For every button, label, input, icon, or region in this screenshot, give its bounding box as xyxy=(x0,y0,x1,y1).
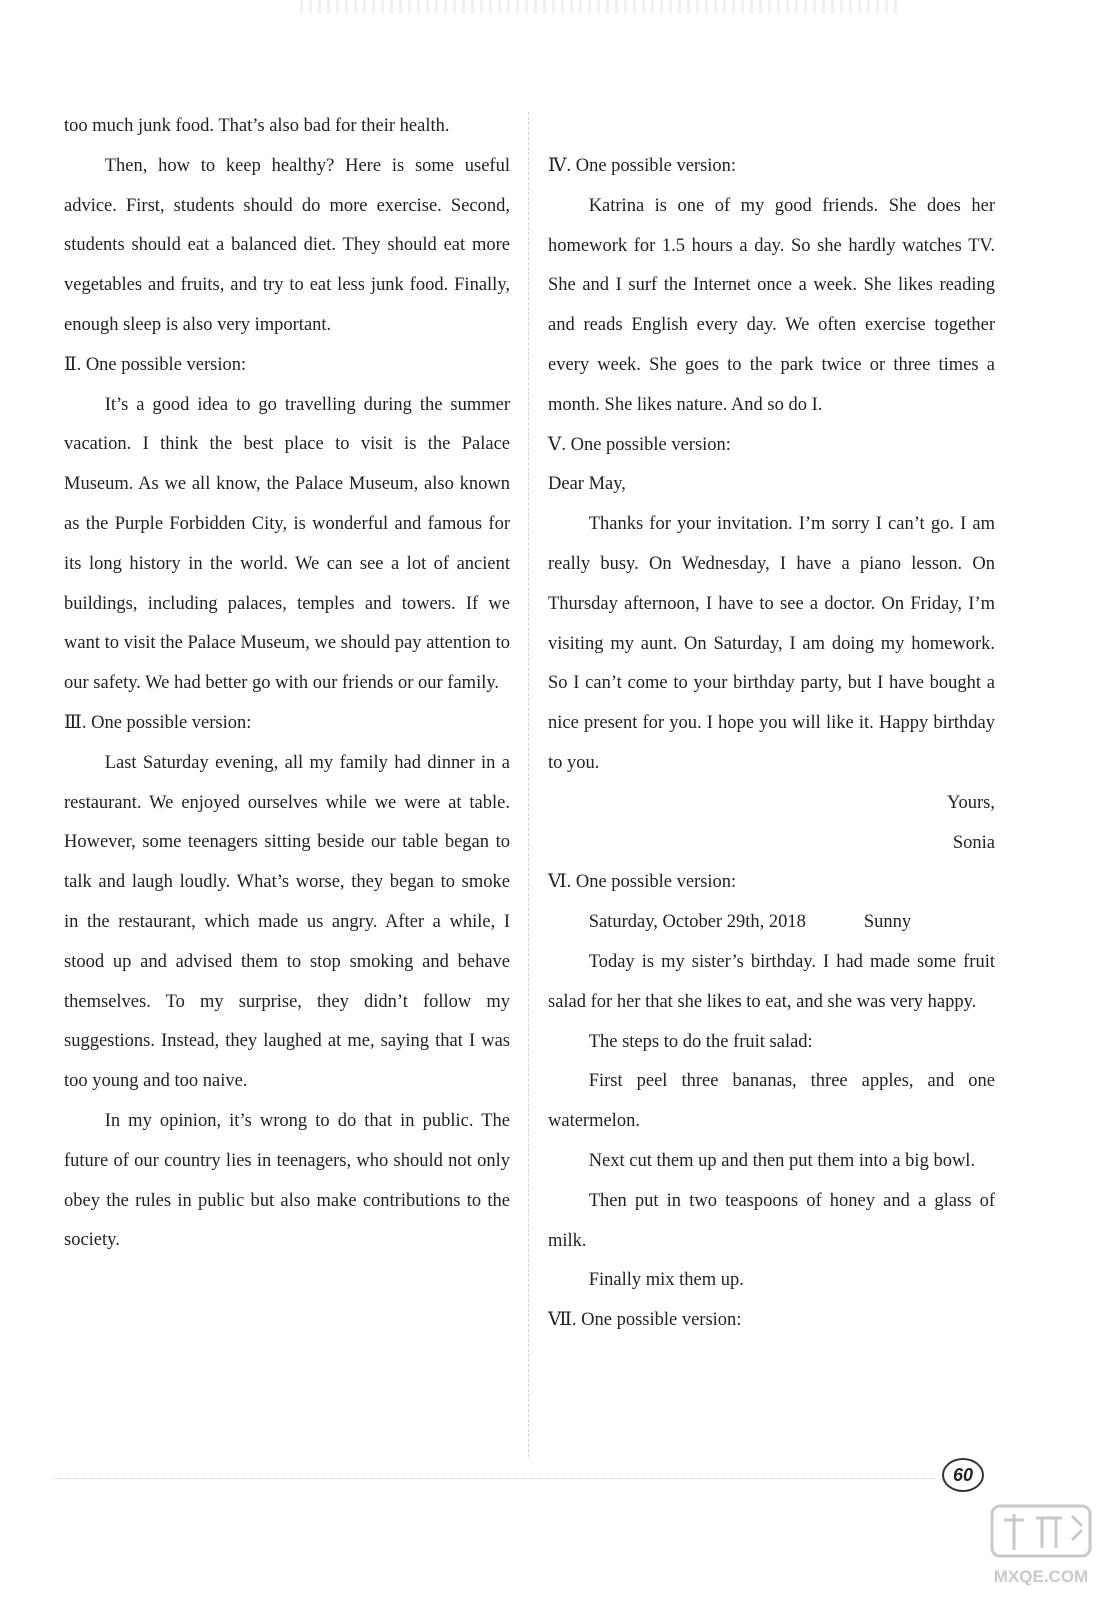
letter-signature: Sonia xyxy=(952,832,995,853)
scan-noise xyxy=(300,0,900,14)
paragraph-letter-body: Thanks for your invitation. I’m sorry I can’t go. I am really busy. On Wednesday, I have a piano lesson. On Thursday afternoon, I have to see a doctor. On Friday, I’m visiting my aunt. On Saturday, I am doing my homework. So I can’t come to your birthday party, but I have bought a nice present for you. I hope you will like it. Happy birthday to you. xyxy=(548,514,995,773)
paragraph-step-finally: Finally mix them up. xyxy=(588,1270,744,1291)
section-5-heading: Ⅴ. One possible version: xyxy=(548,434,731,455)
paragraph-opinion: In my opinion, it’s wrong to do that in public. The future of our country lies in teenagers, who should not only obey the rules in public but also make contributions to the society. xyxy=(64,1110,510,1251)
diary-weather: Sunny xyxy=(863,912,912,933)
right-column xyxy=(548,147,995,1341)
section-7-heading: Ⅶ. One possible version: xyxy=(548,1310,742,1331)
column-divider xyxy=(528,112,529,1457)
paragraph-step-first: First peel three bananas, three apples, and one watermelon. xyxy=(548,1071,995,1132)
diary-date: Saturday, October 29th, 2018 xyxy=(588,912,806,933)
section-4-heading: Ⅳ. One possible version: xyxy=(548,156,737,176)
paragraph-katrina: Katrina is one of my good friends. She does her homework for 1.5 hours a day. So she hardly watches TV. She and I surf the Internet once a week. She likes reading and reads English every day. We often exercise together every week. She goes to the park twice or three times a month. She likes nature. And so do I. xyxy=(548,195,995,415)
paragraph-keep-healthy-advice: Then, how to keep healthy? Here is some useful advice. First, students should do more exercise. Second, students should eat a balanced diet. They should eat more vegetables and fruits, and try to eat less junk food. Finally, enough sleep is also very important. xyxy=(64,155,510,335)
watermark-logo-icon xyxy=(986,1500,1096,1595)
paragraph-palace-museum: It’s a good idea to go travelling during the summer vacation. I think the best place to visit is the Palace Museum. As we all know, the Palace Museum, also known as the Purple Forbidden City, is wonderful and famous for its long history in the world. We can see a lot of ancient buildings, including palaces, temples and towers. If we want to visit the Palace Museum, we should pay attention to our safety. We had better go with our friends or our family. xyxy=(64,394,510,694)
bottom-rule xyxy=(55,1478,935,1479)
paragraph-steps-intro: The steps to do the fruit salad: xyxy=(588,1031,813,1052)
section-6-heading: Ⅵ. One possible version: xyxy=(548,872,737,893)
paragraph-junk-food-health: too much junk food. That’s also bad for their health. xyxy=(64,116,450,136)
watermark-text: MXQE.COM xyxy=(993,1567,1089,1586)
diary-date-line xyxy=(548,903,995,943)
paragraph-restaurant-story: Last Saturday evening, all my family had dinner in a restaurant. We enjoyed ourselves while we were at table. However, some teenagers sitting beside our table began to talk and laugh loudly. What’s worse, they began to smoke in the restaurant, which made us angry. After a while, I stood up and advised them to stop smoking and behave themselves. To my surprise, they didn’t follow my suggestions. Instead, they laughed at me, saying that I was too young and too naive. xyxy=(64,752,510,1092)
left-column xyxy=(64,107,510,1261)
paragraph-step-next: Next cut them up and then put them into a big bowl. xyxy=(588,1150,976,1171)
letter-salutation: Dear May, xyxy=(548,474,626,495)
section-3-heading: Ⅲ. One possible version: xyxy=(64,712,252,733)
paragraph-sister-birthday: Today is my sister’s birthday. I had made some fruit salad for her that she likes to eat, and she was very happy. xyxy=(548,951,995,1012)
letter-closing: Yours, xyxy=(947,792,995,813)
section-2-heading: Ⅱ. One possible version: xyxy=(64,354,247,375)
paragraph-step-then: Then put in two teaspoons of honey and a glass of milk. xyxy=(548,1190,995,1251)
page-number-badge: 60 xyxy=(942,1458,984,1492)
